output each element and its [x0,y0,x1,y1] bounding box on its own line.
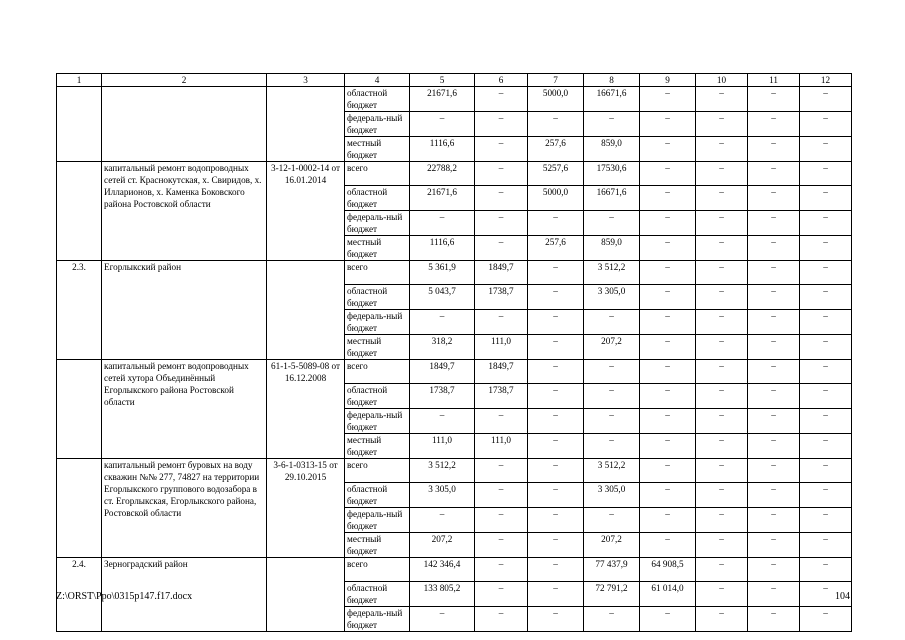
amount-cell: – [696,483,748,508]
amount-cell: 111,0 [475,335,528,360]
amount-cell: – [800,261,852,285]
amount-cell: – [584,384,640,409]
amount-cell: – [748,137,800,162]
page-number: 104 [835,591,850,602]
amount-cell: – [640,137,696,162]
amount-cell: – [696,112,748,137]
amount-cell: – [584,211,640,236]
amount-cell: – [696,409,748,434]
col-header: 2 [102,74,267,87]
amount-cell: – [800,582,852,607]
amount-cell: – [800,558,852,582]
funding-source: всего [345,162,410,186]
funding-source: всего [345,261,410,285]
amount-cell: 3 305,0 [584,285,640,310]
amount-cell: – [800,459,852,483]
amount-cell: – [584,434,640,459]
amount-cell: – [528,285,584,310]
amount-cell: – [475,211,528,236]
amount-cell: – [800,137,852,162]
amount-cell: 16671,6 [584,186,640,211]
amount-cell: 257,6 [528,236,584,261]
amount-cell: – [696,285,748,310]
document-ref [267,261,345,360]
item-number [57,162,102,261]
col-header: 4 [345,74,410,87]
amount-cell: 111,0 [410,434,475,459]
col-header: 8 [584,74,640,87]
amount-cell: 859,0 [584,137,640,162]
amount-cell: – [640,261,696,285]
amount-cell: – [528,582,584,607]
amount-cell: – [640,236,696,261]
amount-cell: – [696,607,748,632]
item-number: 2.4. [57,558,102,632]
amount-cell: – [528,112,584,137]
col-header: 7 [528,74,584,87]
amount-cell: – [640,459,696,483]
amount-cell: – [640,483,696,508]
amount-cell: 207,2 [410,533,475,558]
amount-cell: – [410,607,475,632]
amount-cell: – [748,310,800,335]
amount-cell: – [800,434,852,459]
amount-cell: – [640,186,696,211]
amount-cell: 21671,6 [410,87,475,112]
table-row [57,162,852,186]
amount-cell: – [528,310,584,335]
table-row [57,558,852,582]
object-name [102,87,267,162]
amount-cell: – [528,261,584,285]
amount-cell: – [528,335,584,360]
amount-cell: – [475,459,528,483]
amount-cell: – [528,533,584,558]
amount-cell: 17530,6 [584,162,640,186]
amount-cell: 21671,6 [410,186,475,211]
amount-cell: – [410,211,475,236]
amount-cell: – [475,483,528,508]
amount-cell: – [800,384,852,409]
amount-cell: – [475,162,528,186]
amount-cell: 3 512,2 [410,459,475,483]
funding-source: федераль-ный бюджет [345,508,410,533]
object-name: Егорлыкский район [102,261,267,360]
funding-source: областной бюджет [345,186,410,211]
amount-cell: 318,2 [410,335,475,360]
col-header: 3 [267,74,345,87]
amount-cell: – [528,211,584,236]
amount-cell: – [696,459,748,483]
amount-cell: – [475,87,528,112]
amount-cell: 207,2 [584,335,640,360]
funding-source: местный бюджет [345,434,410,459]
amount-cell: – [475,533,528,558]
funding-source: областной бюджет [345,87,410,112]
amount-cell: 5000,0 [528,186,584,211]
amount-cell: 1116,6 [410,236,475,261]
amount-cell: – [584,607,640,632]
amount-cell: – [584,360,640,384]
funding-source: областной бюджет [345,582,410,607]
funding-source: федераль-ный бюджет [345,409,410,434]
amount-cell: – [748,607,800,632]
amount-cell: – [475,137,528,162]
amount-cell: 3 512,2 [584,459,640,483]
amount-cell: 1738,7 [475,384,528,409]
amount-cell: 16671,6 [584,87,640,112]
file-path: Z:\ORST\Ppo\0315p147.f17.docx [56,591,193,602]
amount-cell: 1738,7 [410,384,475,409]
amount-cell: – [696,261,748,285]
amount-cell: 5 043,7 [410,285,475,310]
amount-cell: – [475,607,528,632]
object-name: капитальный ремонт водопроводных сетей хутора Объединённый Егорлыкского района Ростовской области [102,360,267,459]
amount-cell: – [528,483,584,508]
amount-cell: – [696,87,748,112]
funding-source: всего [345,558,410,582]
document-ref [267,87,345,162]
amount-cell: – [696,434,748,459]
col-header: 5 [410,74,475,87]
amount-cell: 111,0 [475,434,528,459]
amount-cell: – [475,508,528,533]
col-header: 11 [748,74,800,87]
table-row [57,459,852,483]
amount-cell: – [800,112,852,137]
funding-source: всего [345,360,410,384]
amount-cell: – [748,211,800,236]
amount-cell: – [748,483,800,508]
funding-source: федераль-ный бюджет [345,112,410,137]
col-header: 6 [475,74,528,87]
amount-cell: – [696,533,748,558]
funding-source: федераль-ный бюджет [345,607,410,632]
amount-cell: – [640,434,696,459]
amount-cell: – [475,582,528,607]
amount-cell: – [410,310,475,335]
item-number [57,360,102,459]
amount-cell: – [475,409,528,434]
amount-cell: – [475,310,528,335]
amount-cell: – [528,384,584,409]
amount-cell: – [640,310,696,335]
amount-cell: – [640,285,696,310]
amount-cell: – [800,285,852,310]
amount-cell: – [528,459,584,483]
amount-cell: 3 305,0 [410,483,475,508]
budget-table [56,73,852,632]
col-header: 9 [640,74,696,87]
funding-source: федераль-ный бюджет [345,310,410,335]
amount-cell: – [584,310,640,335]
amount-cell: – [748,186,800,211]
amount-cell: – [410,508,475,533]
amount-cell: – [640,409,696,434]
amount-cell: – [800,409,852,434]
amount-cell: – [800,87,852,112]
amount-cell: – [800,186,852,211]
amount-cell: 3 305,0 [584,483,640,508]
amount-cell: – [800,162,852,186]
object-name: капитальный ремонт водопроводных сетей ст. Краснокутская, х. Свиридов, х. Илларионов, х. Каменка Боковского района Ростовской области [102,162,267,261]
document-ref: 61-1-5-5089-08 от 16.12.2008 [267,360,345,459]
amount-cell: – [748,384,800,409]
amount-cell: 3 512,2 [584,261,640,285]
amount-cell: – [696,582,748,607]
amount-cell: – [748,533,800,558]
amount-cell: – [528,434,584,459]
amount-cell: – [640,335,696,360]
amount-cell: – [410,409,475,434]
amount-cell: 1116,6 [410,137,475,162]
funding-source: местный бюджет [345,335,410,360]
amount-cell: – [748,582,800,607]
amount-cell: – [800,211,852,236]
amount-cell: – [584,409,640,434]
item-number: 2.3. [57,261,102,360]
amount-cell: – [475,236,528,261]
table-row [57,261,852,285]
funding-source: областной бюджет [345,285,410,310]
object-name: Зерноградский район [102,558,267,632]
amount-cell: 133 805,2 [410,582,475,607]
amount-cell: – [696,137,748,162]
amount-cell: 1849,7 [410,360,475,384]
document-ref: 3-12-1-0002-14 от 16.01.2014 [267,162,345,261]
amount-cell: – [640,607,696,632]
amount-cell: – [696,360,748,384]
funding-source: областной бюджет [345,384,410,409]
document-ref [267,558,345,632]
amount-cell: 64 908,5 [640,558,696,582]
amount-cell: 1849,7 [475,360,528,384]
amount-cell: – [748,508,800,533]
amount-cell: – [696,236,748,261]
funding-source: местный бюджет [345,236,410,261]
amount-cell: – [800,236,852,261]
amount-cell: – [800,508,852,533]
amount-cell: 207,2 [584,533,640,558]
amount-cell: – [696,335,748,360]
amount-cell: – [640,162,696,186]
amount-cell: – [640,384,696,409]
amount-cell: 61 014,0 [640,582,696,607]
amount-cell: – [800,310,852,335]
amount-cell: – [640,211,696,236]
amount-cell: – [640,360,696,384]
table-row [57,87,852,112]
amount-cell: 859,0 [584,236,640,261]
amount-cell: 5257,6 [528,162,584,186]
amount-cell: – [528,508,584,533]
table-body [57,87,852,632]
funding-source: областной бюджет [345,483,410,508]
amount-cell: – [748,558,800,582]
funding-source: местный бюджет [345,533,410,558]
amount-cell: – [696,310,748,335]
item-number [57,459,102,558]
amount-cell: 72 791,2 [584,582,640,607]
amount-cell: – [640,533,696,558]
amount-cell: – [475,558,528,582]
amount-cell: – [748,434,800,459]
header-row [57,74,852,87]
amount-cell: – [748,162,800,186]
amount-cell: – [748,112,800,137]
amount-cell: – [475,112,528,137]
amount-cell: – [800,483,852,508]
amount-cell: – [696,508,748,533]
amount-cell: – [475,186,528,211]
amount-cell: – [748,335,800,360]
amount-cell: – [640,112,696,137]
amount-cell: 257,6 [528,137,584,162]
amount-cell: 77 437,9 [584,558,640,582]
amount-cell: – [640,508,696,533]
amount-cell: – [800,360,852,384]
col-header: 10 [696,74,748,87]
amount-cell: – [528,558,584,582]
amount-cell: – [800,335,852,360]
amount-cell: – [748,459,800,483]
item-number [57,87,102,162]
funding-source: местный бюджет [345,137,410,162]
table-row [57,360,852,384]
amount-cell: – [748,360,800,384]
amount-cell: – [410,112,475,137]
amount-cell: – [748,236,800,261]
amount-cell: – [800,533,852,558]
amount-cell: – [584,508,640,533]
col-header: 12 [800,74,852,87]
amount-cell: – [800,607,852,632]
object-name: капитальный ремонт буровых на воду скважин №№ 277, 74827 на территории Егорлыкского группового водозабора в ст. Егорлыкская, Егорлыкского района, Ростовской области [102,459,267,558]
amount-cell: 5000,0 [528,87,584,112]
amount-cell: – [748,87,800,112]
amount-cell: – [528,607,584,632]
amount-cell: 1738,7 [475,285,528,310]
amount-cell: – [696,558,748,582]
amount-cell: – [640,87,696,112]
amount-cell: – [696,186,748,211]
funding-source: всего [345,459,410,483]
funding-source: федераль-ный бюджет [345,211,410,236]
amount-cell: – [748,261,800,285]
amount-cell: 1849,7 [475,261,528,285]
amount-cell: – [748,285,800,310]
amount-cell: – [528,360,584,384]
col-header: 1 [57,74,102,87]
amount-cell: – [696,211,748,236]
amount-cell: – [748,409,800,434]
amount-cell: 22788,2 [410,162,475,186]
document-ref: 3-6-1-0313-15 от 29.10.2015 [267,459,345,558]
amount-cell: – [696,384,748,409]
amount-cell: 5 361,9 [410,261,475,285]
amount-cell: 142 346,4 [410,558,475,582]
amount-cell: – [528,409,584,434]
amount-cell: – [584,112,640,137]
amount-cell: – [696,162,748,186]
